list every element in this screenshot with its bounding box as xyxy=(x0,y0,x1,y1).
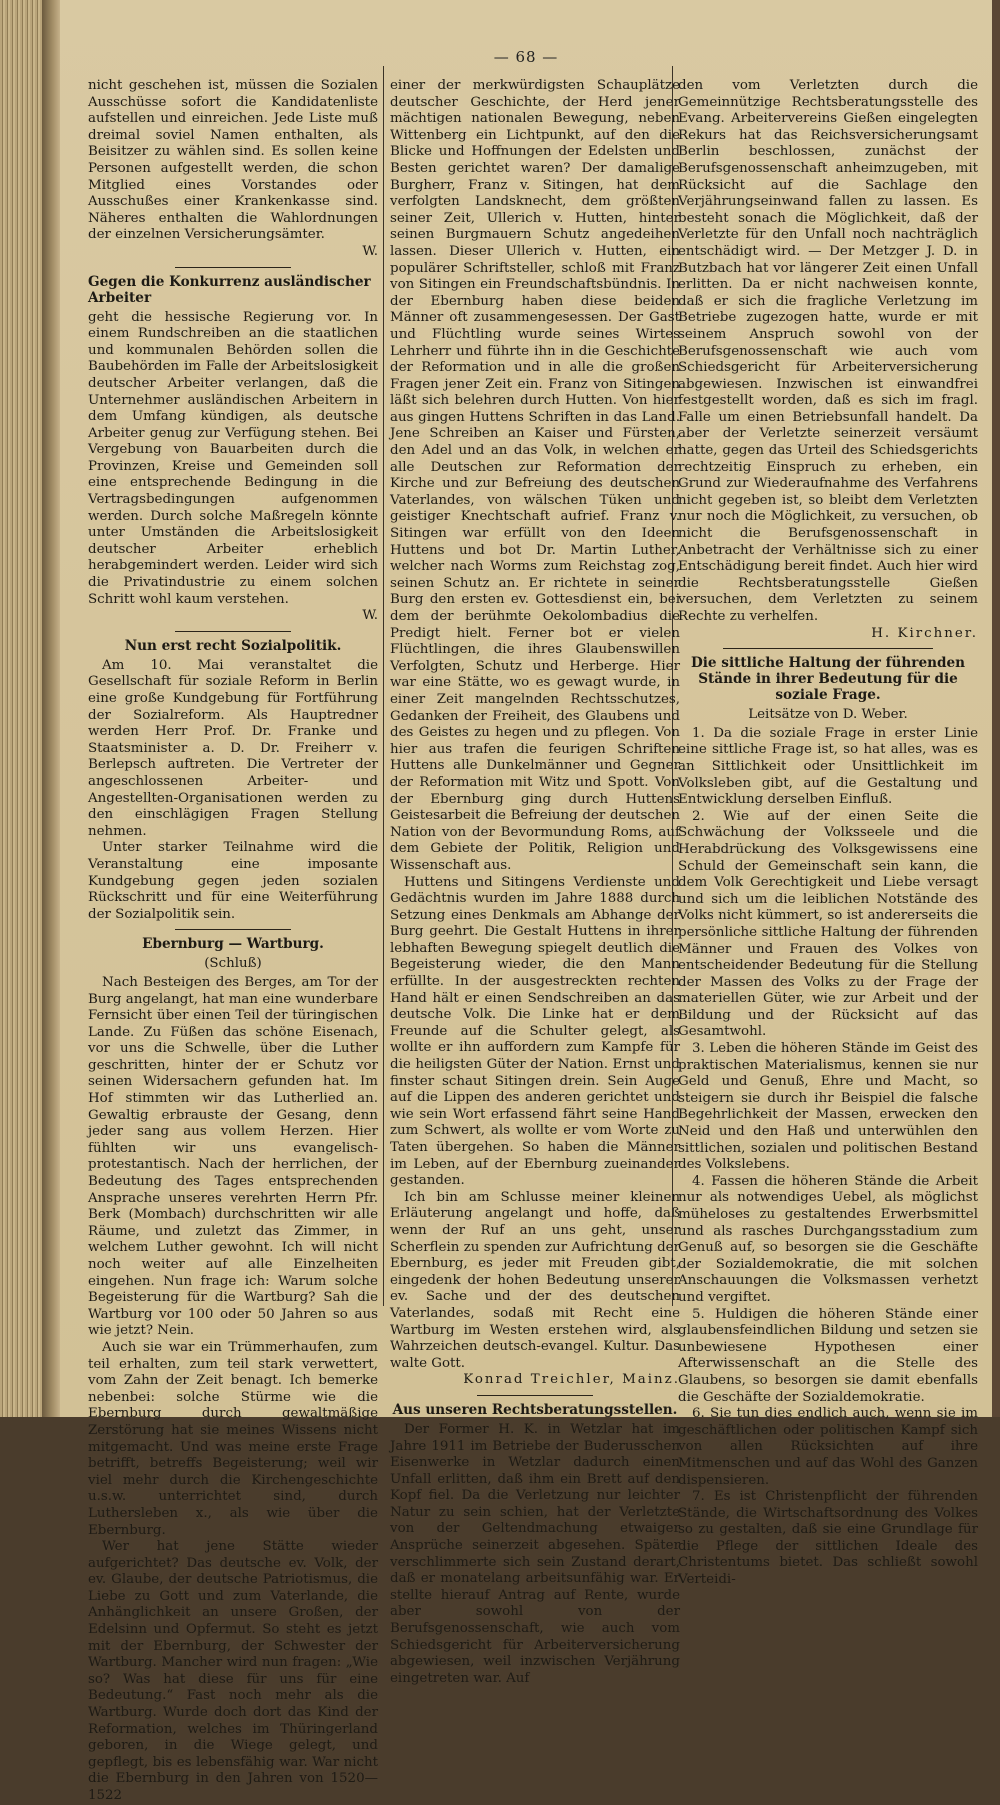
paragraph: Ich bin am Schlusse meiner kleinen Erläuterung angelangt und hoffe, daß wenn der Ruf an uns geht, unser Scherflein zu spenden zur Aufrichtung der Ebernburg, es jeder mit Freuden gibt, eingedenk der hohen Bedeutung unserer ev. Sache und der des deutschen Vaterlandes, sodaß mit Recht eine Wartburg im Westen erstehen wird, als Wahrzeichen deutsch-evangel. Kultur. Das walte Gott. xyxy=(390,1189,680,1371)
paragraph: geht die hessische Regierung vor. In einem Rundschreiben an die staatlichen und kommunalen Behörden sollen die Baubehörden im Falle der Arbeitslosigkeit deutscher Arbeiter verlangen, daß die Unternehmer ausländischen Arbeitern in dem Umfang kündigen, als deutsche Arbeiter genug zur Verfügung stehen. Bei Vergebung von Bauarbeiten durch die Provinzen, Kreise und Gemeinden soll eine entsprechende Bedingung in die Vertragsbedingungen aufgenommen werden. Durch solche Maßregeln könnte unter Umständen die Arbeitslosigkeit deutscher Arbeiter erheblich herabgemindert werden. Leider wird sich die Privatindustrie zu einem solchen Schritt wohl kaum verstehen. xyxy=(88,309,378,607)
page-number: — 68 — xyxy=(493,48,559,66)
paragraph: den vom Verletzten durch die Gemeinnützige Rechtsberatungsstelle des Evang. Arbeitervereins Gießen eingelegten Rekurs hat das Reichsversicherungsamt Berlin beschlossen, zunächst der Berufsgenossenschaft anheimzugeben, mit Rücksicht auf die Sachlage den Verjährungseinwand fallen zu lassen. Es besteht sonach die Möglichkeit, daß der Verletzte für den Unfall noch nachträglich entschädigt wird. — Der Metzger J. D. in Butzbach hat vor längerer Zeit einen Unfall erlitten. Da er nicht nachweisen konnte, daß er sich die fragliche Verletzung im Betriebe zugezogen hatte, wurde er mit seinem Anspruch sowohl von der Berufsgenossenschaft wie auch vom Schiedsgericht für Arbeiterversicherung abgewiesen. Inzwischen ist einwandfrei festgestellt worden, daß es sich im fragl. Falle um einen Betriebsunfall handelt. Da aber der Verletzte seinerzeit versäumt hatte, gegen das Urteil des Schiedsgerichts rechtzeitig Einspruch zu erheben, ein Grund zur Wiederaufnahme des Verfahrens nicht gegeben ist, so bleibt dem Verletzten nur noch die Möglichkeit, zu versuchen, ob nicht die Berufsgenossenschaft in Anbetracht der Verhältnisse sich zu einer Entschädigung bereit findet. Auch hier wird die Rechtsberatungsstelle Gießen versuchen, dem Verletzten zu seinem Rechte zu verhelfen. xyxy=(678,78,978,624)
list-item: 7. Es ist Christenpflicht der führenden Stände, die Wirtschaftsordnung des Volkes so zu gestalten, daß sie eine Grundlage für die Pflege der sittlichen Ideale des Christentums bietet. Das schließt sowohl Verteidi- xyxy=(678,1489,978,1588)
article-subtitle: (Schluß) xyxy=(204,956,262,972)
page-stack-edge xyxy=(0,0,42,1417)
divider xyxy=(175,631,291,632)
article-title: Nun erst recht Sozialpolitik. xyxy=(124,637,342,654)
article-subtitle: Leitsätze von D. Weber. xyxy=(748,707,908,723)
list-item: 3. Leben die höheren Stände im Geist des praktischen Materialismus, kennen sie nur Geld und Genuß, Ehre und Macht, so steigern sie durch ihr Beispiel die falsche Begehrlichkeit der Massen, erwecken den Neid und den Haß und unterwühlen den sittlichen, sozialen und politischen Bestand des Volkslebens. xyxy=(678,1041,978,1173)
paragraph: Wer hat jene Stätte wieder aufgerichtet? Das deutsche ev. Volk, der ev. Glaube, der deutsche Patriotismus, die Liebe zu Gott und zum Vaterlande, die Anhänglichkeit an unsere Großen, der Edelsinn und Opfermut. So steht es jetzt mit der Ebernburg, der Schwester der Wartburg. Mancher wird nun fragen: „Wie so? Was hat diese für uns für eine Bedeutung.“ Fast noch mehr als die Wartburg. Wurde doch dort das Kind der Reformation, welches im Thüringerland geboren, in die Wiege gelegt, und gepflegt, bis es lebensfähig war. War nicht die Ebernburg in den Jahren von 1520—1522 xyxy=(88,1539,378,1803)
list-item: 6. Sie tun dies endlich auch, wenn sie im geschäftlichen oder politischen Kampf sich von allen Rücksichten auf ihre Mitmenschen und auf das Wohl des Ganzen dispensieren. xyxy=(678,1406,978,1488)
paragraph: Nach Besteigen des Berges, am Tor der Burg angelangt, hat man eine wunderbare Fernsicht über einen Teil der türingischen Lande. Zu Füßen das schöne Eisenach, vor uns die Schwelle, über die Luther geschritten, hinter der er Schutz vor seinen Widersachern gefunden hat. Im Hof stimmten wir das Lutherlied an. Gewaltig erbrauste der Gesang, denn jeder sang aus vollem Herzen. Hier fühlten wir uns evangelisch-protestantisch. Nach der herrlichen, der Bedeutung des Tages entsprechenden Ansprache unseres verehrten Herrn Pfr. Berk (Mombach) durchschritten wir alle Räume, und zuletzt das Zimmer, in welchem Luther gewohnt. Ich will nicht noch weiter auf alle Einzelheiten eingehen. Nun frage ich: Warum solche Begeisterung für die Wartburg? Sah die Wartburg vor 100 oder 50 Jahren so aus wie jetzt? Nein. xyxy=(88,974,378,1339)
article-title: Ebernburg — Wartburg. xyxy=(142,936,324,953)
divider xyxy=(723,648,933,649)
column-3 xyxy=(678,78,978,1589)
signature: Konrad Treichler, Mainz. xyxy=(463,1372,680,1388)
paragraph: Der Former H. K. in Wetzlar hat im Jahre 1911 im Betriebe der Buderusschen Eisenwerke in Wetzlar dadurch einen Unfall erlitten, daß ihm ein Brett auf den Kopf fiel. Da die Verletzung nur leichter Natur zu sein schien, hat der Verletzte von der Geltendmachung etwaiger Ansprüche seinerzeit abgesehen. Später verschlimmerte sich sein Zustand derart, daß er monatelang arbeitsunfähig war. Er stellte hierauf Antrag auf Rente, wurde aber sowohl von der Berufsgenossenschaft, wie auch vom Schiedsgericht für Arbeiterversicherung abgewiesen, weil inzwischen Verjährung eingetreten war. Auf xyxy=(390,1421,680,1686)
paragraph: einer der merkwürdigsten Schauplätze deutscher Geschichte, der Herd jener mächtigen nationalen Bewegung, neben Wittenberg ein Lichtpunkt, auf den die Blicke und Hoffnungen der Edelsten und Besten gerichtet waren? Der damalige Burgherr, Franz v. Sitingen, hat dem verfolgten Landsknecht, dem größten seiner Zeit, Ullerich v. Hutten, hinter seinen Burgmauern Schutz angedeihen lassen. Dieser Ullerich v. Hutten, ein populärer Schriftsteller, schloß mit Franz von Sitingen ein Freundschaftsbündnis. In der Ebernburg haben diese beiden Männer oft zusammengesessen. Der Gast und Flüchtling wurde seines Wirtes Lehrherr und führte ihn in die Geschichte der Reformation und in alle die großen Fragen jener Zeit ein. Franz von Sitingen läßt sich belehren durch Hutten. Von hier aus gingen Huttens Schriften in das Land. Jene Schreiben an Kaiser und Fürsten, den Adel und an das Volk, in welchen er alle Deutschen zur Reformation der Kirche und zur Befreiung des deutschen Vaterlandes, von wälschen Tüken und geistiger Knechtschaft aufrief. Franz v. Sitingen war erfüllt von den Ideen Huttens und bot Dr. Martin Luther, welcher nach Worms zum Reichstag zog, seinen Schutz an. Er richtete in seiner Burg den ersten ev. Gottesdienst ein, bei dem der berühmte Oekolombadius die Predigt hielt. Ferner bot er vielen Flüchtlingen, die ihres Glaubenswillen Verfolgten, Schutz und Herberge. Hier war eine Stätte, wo es gewagt wurde, in einer Zeit mangelnden Rechtsschutzes, Gedanken der Freiheit, des Glaubens und des Geistes zu hegen und zu pflegen. Von hier aus trafen die feurigen Schriften Huttens alle Dunkelmänner und Gegner der Reformation mit Witz und Spott. Von der Ebernburg ging durch Huttens Geistesarbeit die Befreiung der deutschen Nation von der Bevormundung Roms, auf dem Gebiete der Politik, Religion und Wissenschaft aus. xyxy=(390,78,680,873)
article-title: Die sittliche Haltung der führenden Stände in ihrer Bedeutung für die soziale Frage. xyxy=(690,655,966,704)
binding-gutter xyxy=(42,0,60,1417)
divider xyxy=(175,267,291,268)
signature: W. xyxy=(362,243,378,259)
column-divider xyxy=(383,66,384,1306)
signature: W. xyxy=(362,608,378,624)
column-1 xyxy=(88,78,378,1805)
list-item: 2. Wie auf der einen Seite die Schwächung der Volksseele und die Herabdrückung des Volksgewissens eine Schuld der Gemeinschaft sein kann, die dem Volk Gerechtigkeit und Liebe versagt und sich um die leiblichen Notstände des Volks nicht kümmert, so ist andererseits die persönliche sittliche Haltung der führenden Männer und Frauen des Volkes von entscheidender Bedeutung für die Stellung der Massen des Volks zu der Frage der materiellen Güter, wie zur Arbeit und der Bildung und der Rücksicht auf das Gesamtwohl. xyxy=(678,808,978,1040)
list-item: 1. Da die soziale Frage in erster Linie eine sittliche Frage ist, so hat alles, was es an Sittlichkeit oder Unsittlichkeit im Volksleben gibt, auf die Gestaltung und Entwicklung derselben Einfluß. xyxy=(678,725,978,808)
column-2 xyxy=(390,78,680,1687)
paragraph: Huttens und Sitingens Verdienste und Gedächtnis wurden im Jahre 1888 durch Setzung eines Denkmals am Abhange der Burg geehrt. Die Gestalt Huttens in ihrer lebhaften Bewegung spiegelt deutlich die Begeisterung wieder, die den Mann erfüllte. In der ausgestreckten rechten Hand hält er einen Sendschreiben an das deutsche Volk. Die Linke hat er dem Freunde auf die Schulter gelegt, als wollte er ihn auffordern zum Kampfe für die heiligsten Güter der Nation. Ernst und finster schaut Sitingen drein. Sein Auge auf die Lippen des anderen gerichtet und wie sein Wort erfassend fährt seine Hand zum Schwert, als wollte er vom Worte zu Taten übergehen. So haben die Männer im Leben, auf der Ebernburg zueinander gestanden. xyxy=(390,874,680,1189)
paragraph: Unter starker Teilnahme wird die Veranstaltung eine imposante Kundgebung gegen jeden sozialen Rückschritt und für eine Weiterführung der Sozialpolitik sein. xyxy=(88,840,378,922)
divider xyxy=(477,1395,593,1396)
list-item: 4. Fassen die höheren Stände die Arbeit nur als notwendiges Uebel, als möglichst müheloses zu gestaltendes Erwerbsmittel und als rasches Durchgangsstadium zum Genuß auf, so besorgen sie die Geschäfte der Sozialdemokratie, die mit solchen Anschauungen die Volksmassen verhetzt und vergiftet. xyxy=(678,1173,978,1305)
paragraph: Am 10. Mai veranstaltet die Gesellschaft für soziale Reform in Berlin eine große Kundgebung für Fortführung der Sozialreform. Als Hauptredner werden Herr Prof. Dr. Franke und Staatsminister a. D. Dr. Freiherr v. Berlepsch auftreten. Die Vertreter der angeschlossenen Arbeiter- und Angestellten-Organisationen werden zu den einschlägigen Fragen Stellung nehmen. xyxy=(88,657,378,839)
article-title: Aus unseren Rechtsberatungsstellen. xyxy=(392,1401,678,1418)
divider xyxy=(175,929,291,930)
signature: H. Kirchner. xyxy=(871,625,978,641)
article-title: Gegen die Konkurrenz ausländischer Arbeiter xyxy=(88,273,371,306)
paragraph: nicht geschehen ist, müssen die Sozialen Ausschüsse sofort die Kandidatenliste aufstellen und einreichen. Jede Liste muß dreimal soviel Namen enthalten, als Beisitzer zu wählen sind. Es sollen keine Personen aufgestellt werden, die schon Mitglied eines Vorstandes oder Ausschußes einer Krankenkasse sind. Näheres enthalten die Wahlordnungen der einzelnen Versicherungsämter. xyxy=(88,78,378,243)
paragraph: Auch sie war ein Trümmerhaufen, zum teil erhalten, zum teil stark verwettert, vom Zahn der Zeit benagt. Ich bemerke nebenbei: solche Stürme wie die Ebernburg durch gewaltmäßige Zerstörung hat sie meines Wissens nicht mitgemacht. Und was meine erste Frage betrifft, betreffs Begeisterung; weil wir viel mehr durch die Kirchengeschichte u.s.w. unterrichtet sind, durch Luthersleben x., als wie über die Ebernburg. xyxy=(88,1339,378,1538)
newspaper-page xyxy=(60,0,992,1803)
list-item: 5. Huldigen die höheren Stände einer glaubensfeindlichen Bildung und setzen sie unbewiesene Hypothesen einer Afterwissenschaft an die Stelle des Glaubens, so besorgen sie damit ebenfalls die Geschäfte der Sozialdemokratie. xyxy=(678,1306,978,1405)
